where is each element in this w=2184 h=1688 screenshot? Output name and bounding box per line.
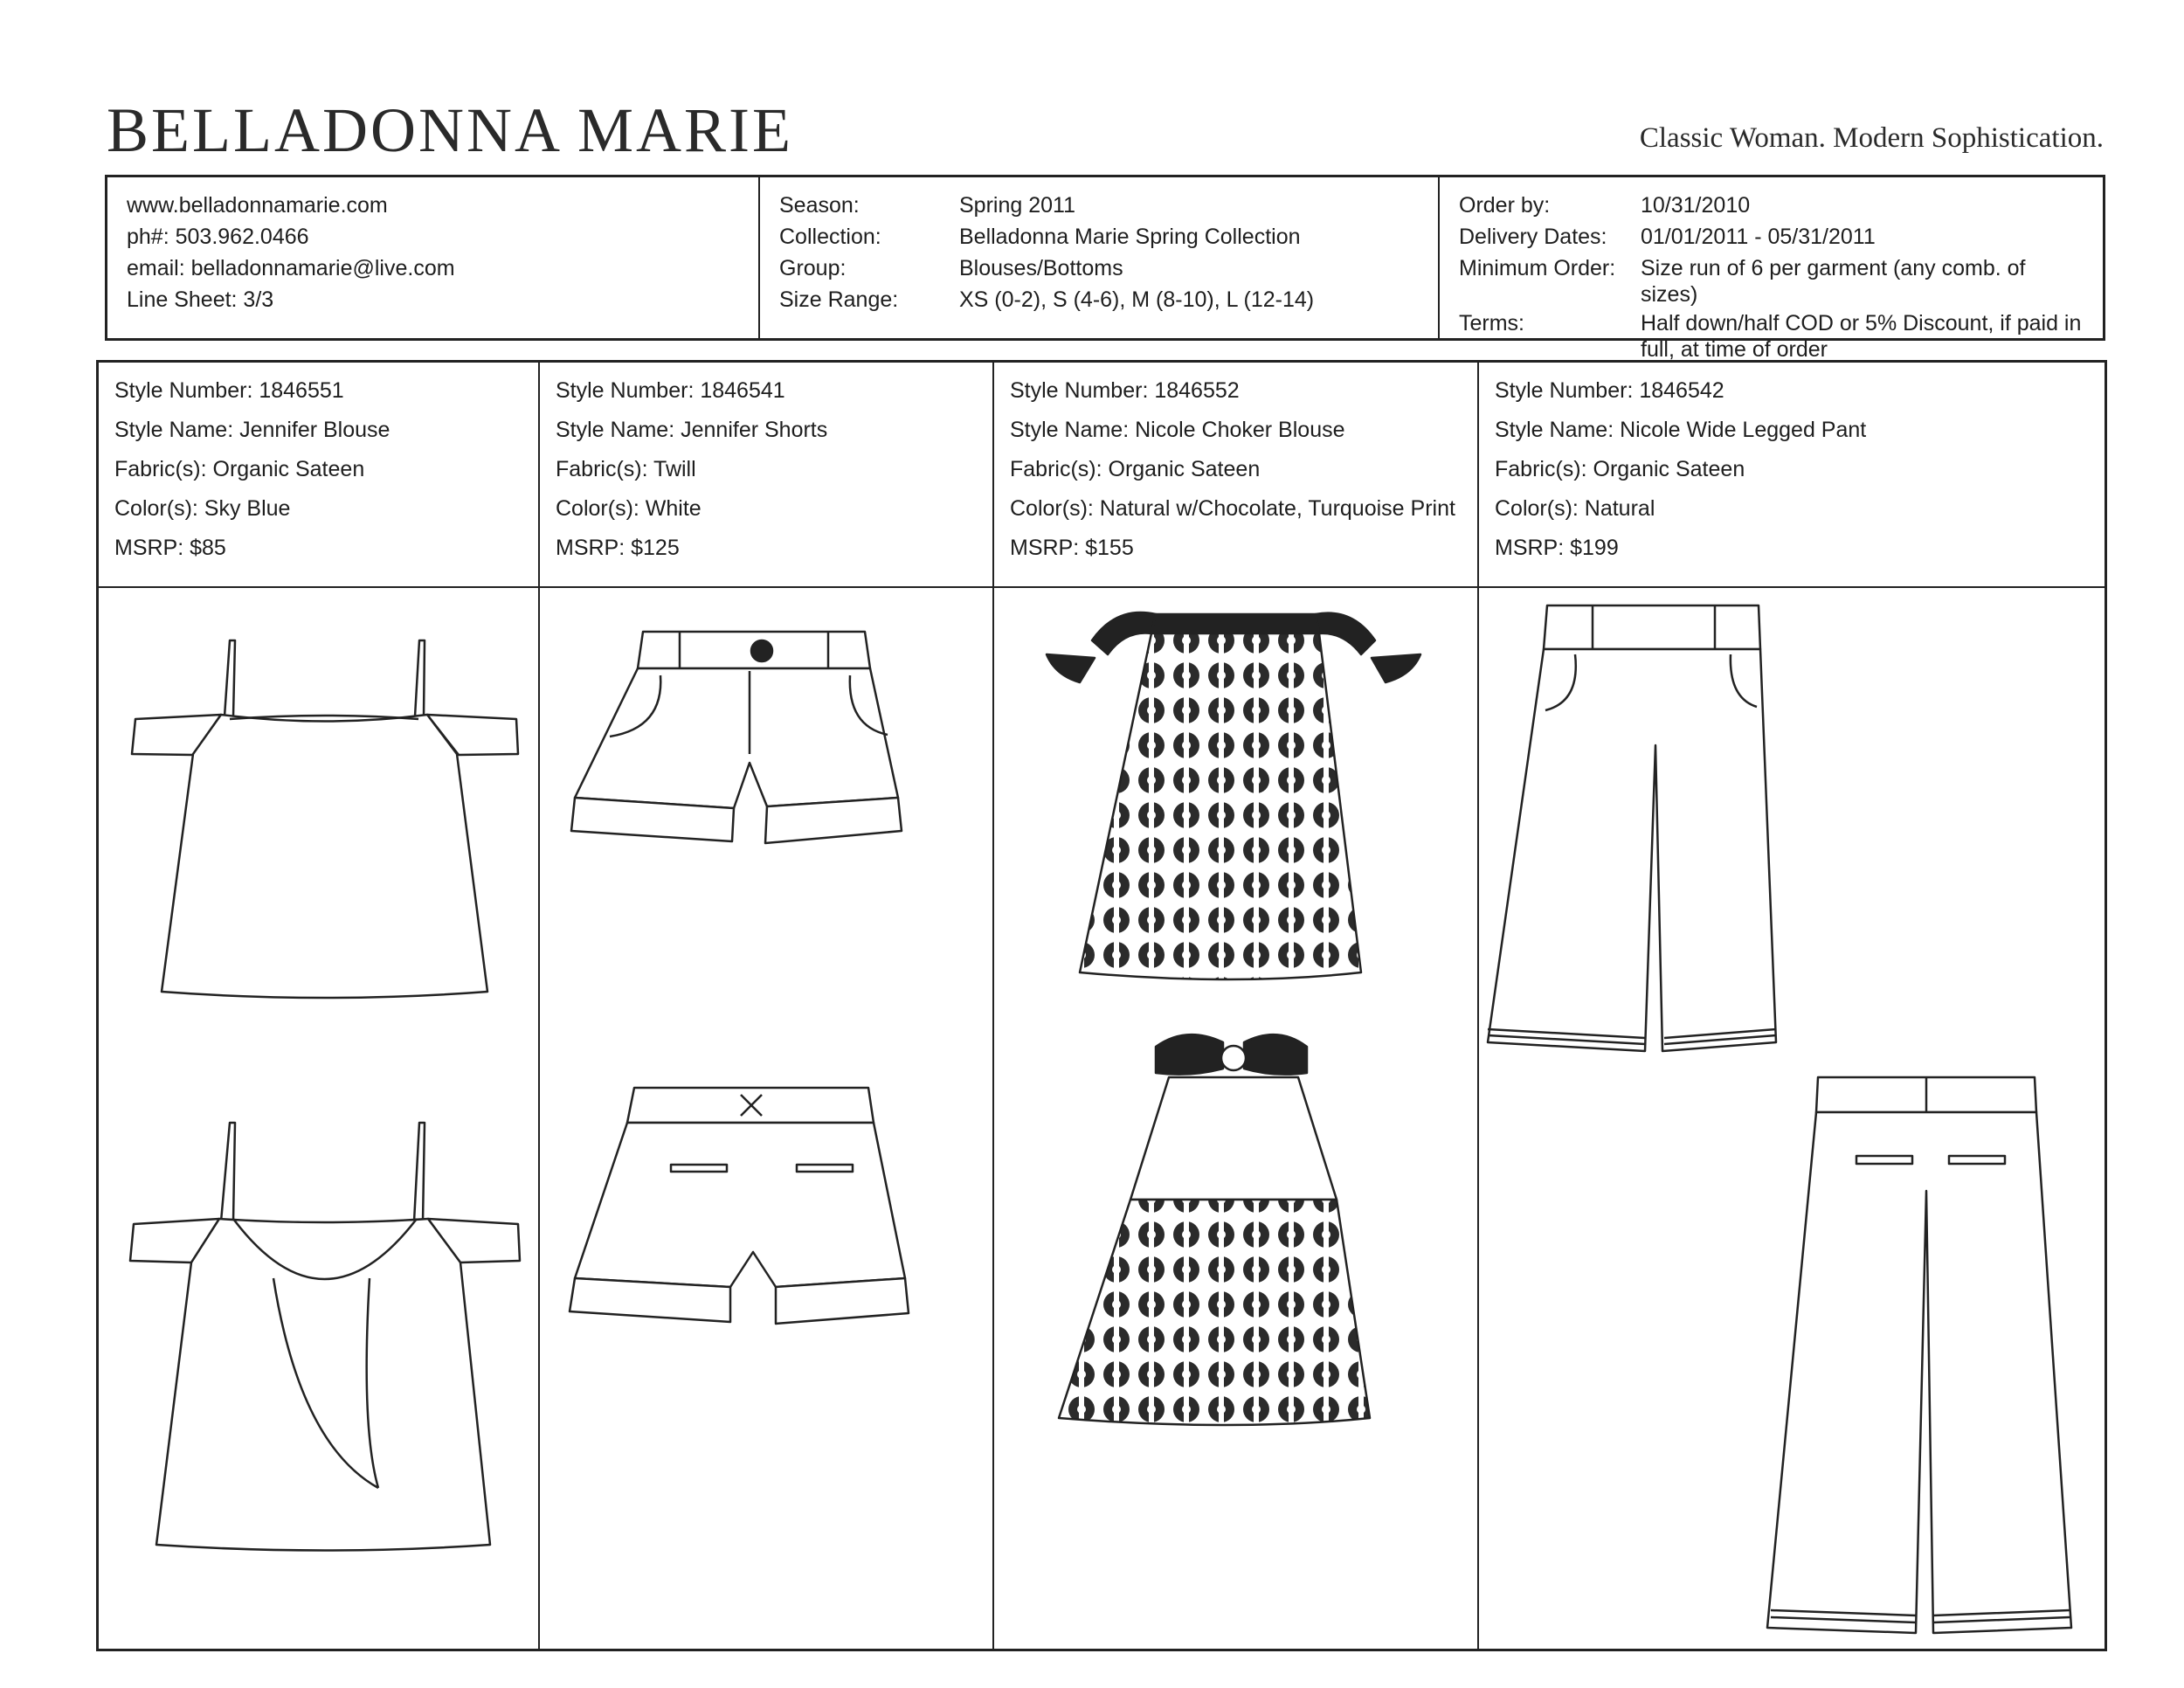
order-column (1438, 177, 2103, 362)
brand-tagline: Classic Woman. Modern Sophistication. (1639, 122, 2104, 154)
order-info-box (105, 175, 2105, 362)
size-range-value: XS (0-2), S (4-6), M (8-10), L (12-14) (959, 287, 1315, 312)
delivery-dates-label: Delivery Dates: (1459, 225, 1607, 249)
contact-column (107, 177, 758, 338)
minimum-order-value: Size run of 6 per garment (any comb. of sizes) (1641, 256, 2026, 307)
style-number: Style Number: 1846541 (556, 378, 785, 403)
style-name: Style Name: Jennifer Shorts (556, 418, 828, 442)
fabric: Fabric(s): Twill (556, 457, 696, 481)
product-illustration (1479, 588, 2105, 1649)
collection-row (779, 221, 1420, 253)
product-illustration (994, 588, 1477, 1649)
msrp: MSRP: $155 (1010, 536, 1134, 560)
msrp: MSRP: $85 (114, 536, 226, 560)
brand-logo: BELLADONNA MARIE (107, 95, 793, 165)
phone-text: ph#: 503.962.0466 (127, 225, 309, 249)
style-name: Style Name: Jennifer Blouse (114, 418, 390, 442)
product-card (538, 363, 992, 1649)
product-grid (96, 360, 2107, 1651)
season-row (779, 190, 1420, 221)
color: Color(s): Sky Blue (114, 496, 291, 521)
collection-label: Collection: (779, 225, 881, 249)
minimum-order-row (1459, 253, 2085, 308)
terms-label: Terms: (1459, 311, 1524, 336)
color: Color(s): Natural w/Chocolate, Turquoise Print (1010, 496, 1455, 521)
style-number: Style Number: 1846542 (1495, 378, 1724, 403)
msrp: MSRP: $125 (556, 536, 680, 560)
blouse-sketch (99, 588, 536, 1645)
product-spec (540, 363, 992, 588)
product-spec (994, 363, 1477, 588)
product-spec (99, 363, 538, 588)
email-text: email: belladonnamarie@live.com (127, 256, 455, 280)
color: Color(s): White (556, 496, 702, 521)
collection-value: Belladonna Marie Spring Collection (959, 225, 1301, 249)
pant-sketch (1479, 588, 2105, 1645)
size-range-row (779, 284, 1420, 315)
style-name: Style Name: Nicole Choker Blouse (1010, 418, 1345, 442)
fabric: Fabric(s): Organic Sateen (1010, 457, 1261, 481)
product-illustration (99, 588, 538, 1649)
delivery-dates-row (1459, 221, 2085, 253)
season-label: Season: (779, 193, 860, 218)
website-text: www.belladonnamarie.com (127, 193, 388, 218)
fabric: Fabric(s): Organic Sateen (1495, 457, 1745, 481)
order-by-row (1459, 190, 2085, 221)
product-card (992, 363, 1477, 1649)
group-value: Blouses/Bottoms (959, 256, 1123, 280)
group-label: Group: (779, 256, 847, 280)
fabric: Fabric(s): Organic Sateen (114, 457, 365, 481)
season-column (758, 177, 1438, 338)
product-illustration (540, 588, 992, 1649)
shorts-sketch (540, 588, 991, 1645)
style-name: Style Name: Nicole Wide Legged Pant (1495, 418, 1867, 442)
group-row (779, 253, 1420, 284)
color: Color(s): Natural (1495, 496, 1655, 521)
terms-row (1459, 308, 2085, 363)
style-number: Style Number: 1846551 (114, 378, 344, 403)
msrp: MSRP: $199 (1495, 536, 1619, 560)
halter-blouse-sketch (994, 588, 1476, 1645)
minimum-order-label: Minimum Order: (1459, 256, 1616, 280)
size-range-label: Size Range: (779, 287, 899, 312)
line-sheet-text: Line Sheet: 3/3 (127, 287, 274, 312)
order-by-label: Order by: (1459, 193, 1551, 218)
style-number: Style Number: 1846552 (1010, 378, 1240, 403)
terms-value: Half down/half COD or 5% Discount, if paid in full, at time of order (1641, 311, 2082, 362)
product-spec (1479, 363, 2105, 588)
delivery-dates-value: 01/01/2011 - 05/31/2011 (1641, 225, 1876, 249)
product-card (99, 363, 538, 1649)
order-by-value: 10/31/2010 (1641, 193, 1751, 218)
season-value: Spring 2011 (959, 193, 1075, 218)
product-card (1477, 363, 2105, 1649)
